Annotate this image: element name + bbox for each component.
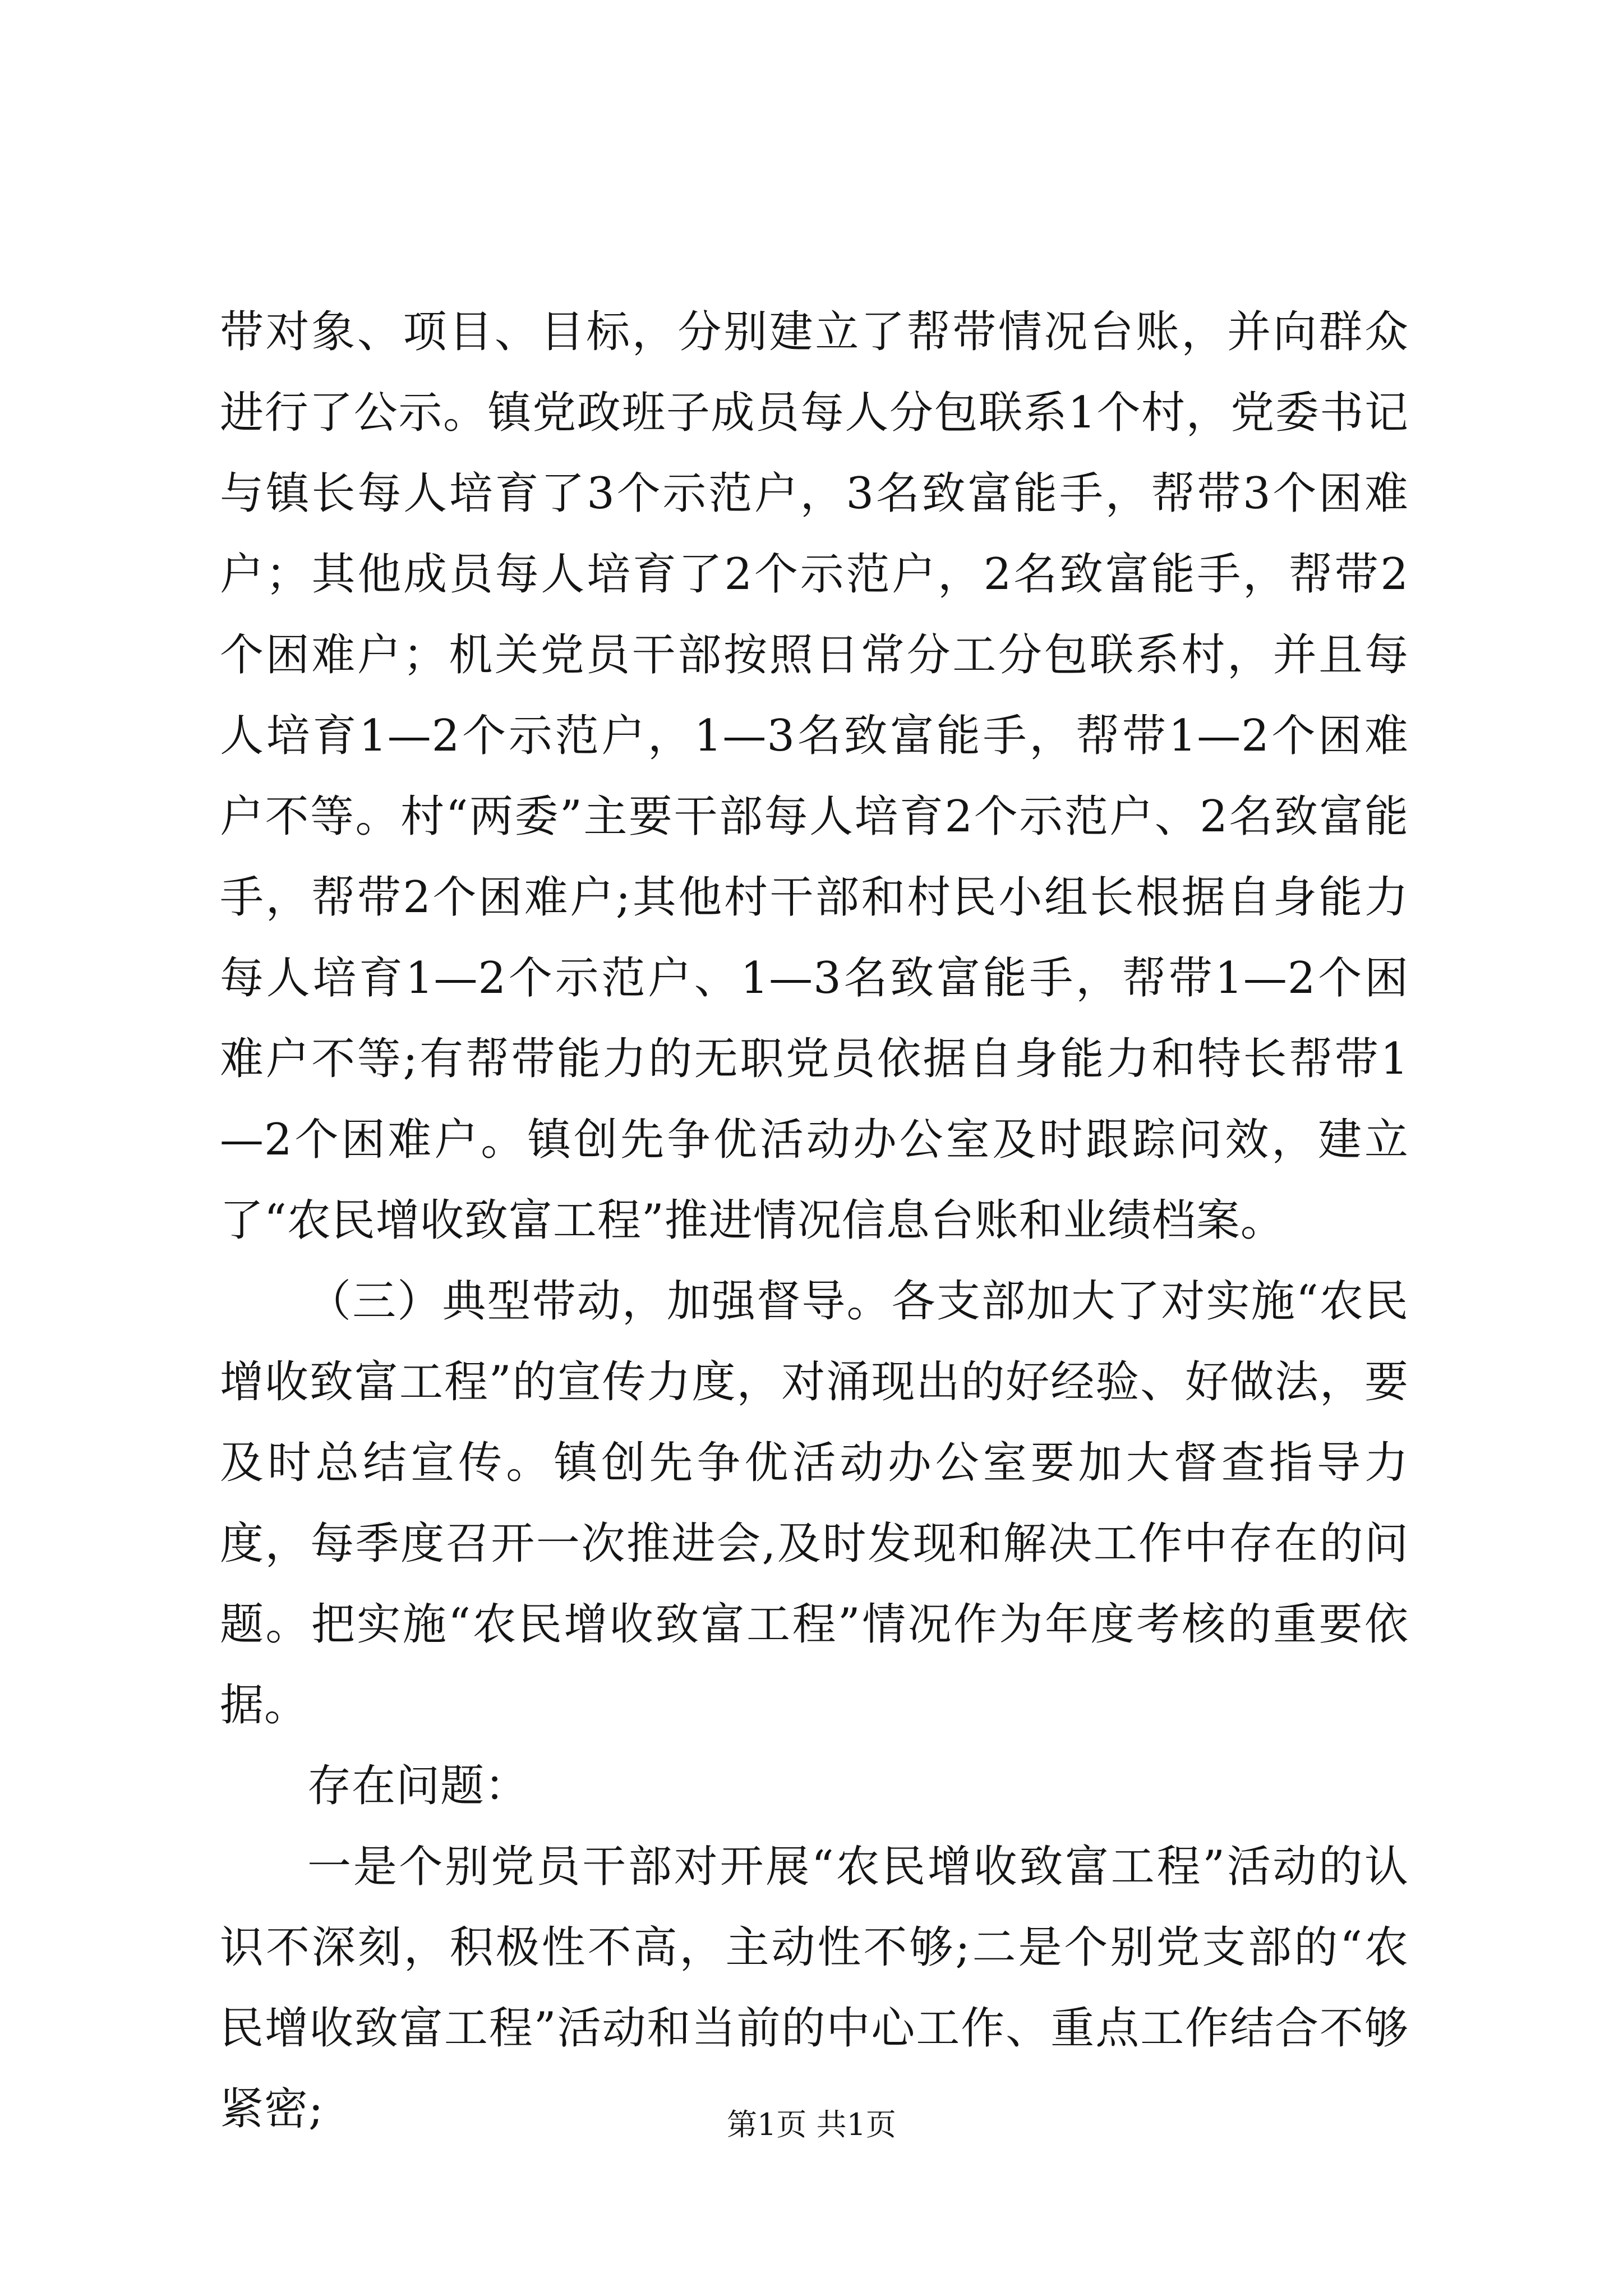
paragraph-3-heading: 存在问题： xyxy=(307,1761,529,1811)
paragraph-2: （三）典型带动，加强督导。各支部加大了对实施“农民增收致富工程”的宣传力度，对涌现出的好经验、好做法，要及时总结宣传。镇创先争优活动办公室要加大督查指导力度，每季度召开一次推进会,及时发现和解决工作中存在的问题。把实施“农民增收致富工程”情况作为年度考核的重要依据。 xyxy=(220,1276,1409,1731)
paragraph-1: 带对象、项目、目标，分别建立了帮带情况台账，并向群众进行了公示。镇党政班子成员每人分包联系1个村，党委书记与镇长每人培育了3个示范户，3名致富能手，帮带3个困难户；其他成员每人培育了2个示范户，2名致富能手，帮带2个困难户；机关党员干部按照日常分工分包联系村，并且每人培育1—2个示范户，1—3名致富能手，帮带1—2个困难户不等。村“两委”主要干部每人培育2个示范户、2名致富能手，帮带2个困难户;其他村干部和村民小组长根据自身能力每人培育1—2个示范户、1—3名致富能手，帮带1—2个困难户不等;有帮带能力的无职党员依据自身能力和特长帮带1—2个困难户。镇创先争优活动办公室及时跟踪问效，建立了“农民增收致富工程”推进情况信息台账和业绩档案。 xyxy=(220,307,1409,1246)
document-body xyxy=(220,292,1409,2150)
paragraph-4: 一是个别党员干部对开展“农民增收致富工程”活动的认识不深刻，积极性不高，主动性不够;二是个别党支部的“农民增收致富工程”活动和当前的中心工作、重点工作结合不够紧密; xyxy=(220,1842,1409,2134)
page-footer: 第1页 共1页 xyxy=(727,2107,896,2142)
